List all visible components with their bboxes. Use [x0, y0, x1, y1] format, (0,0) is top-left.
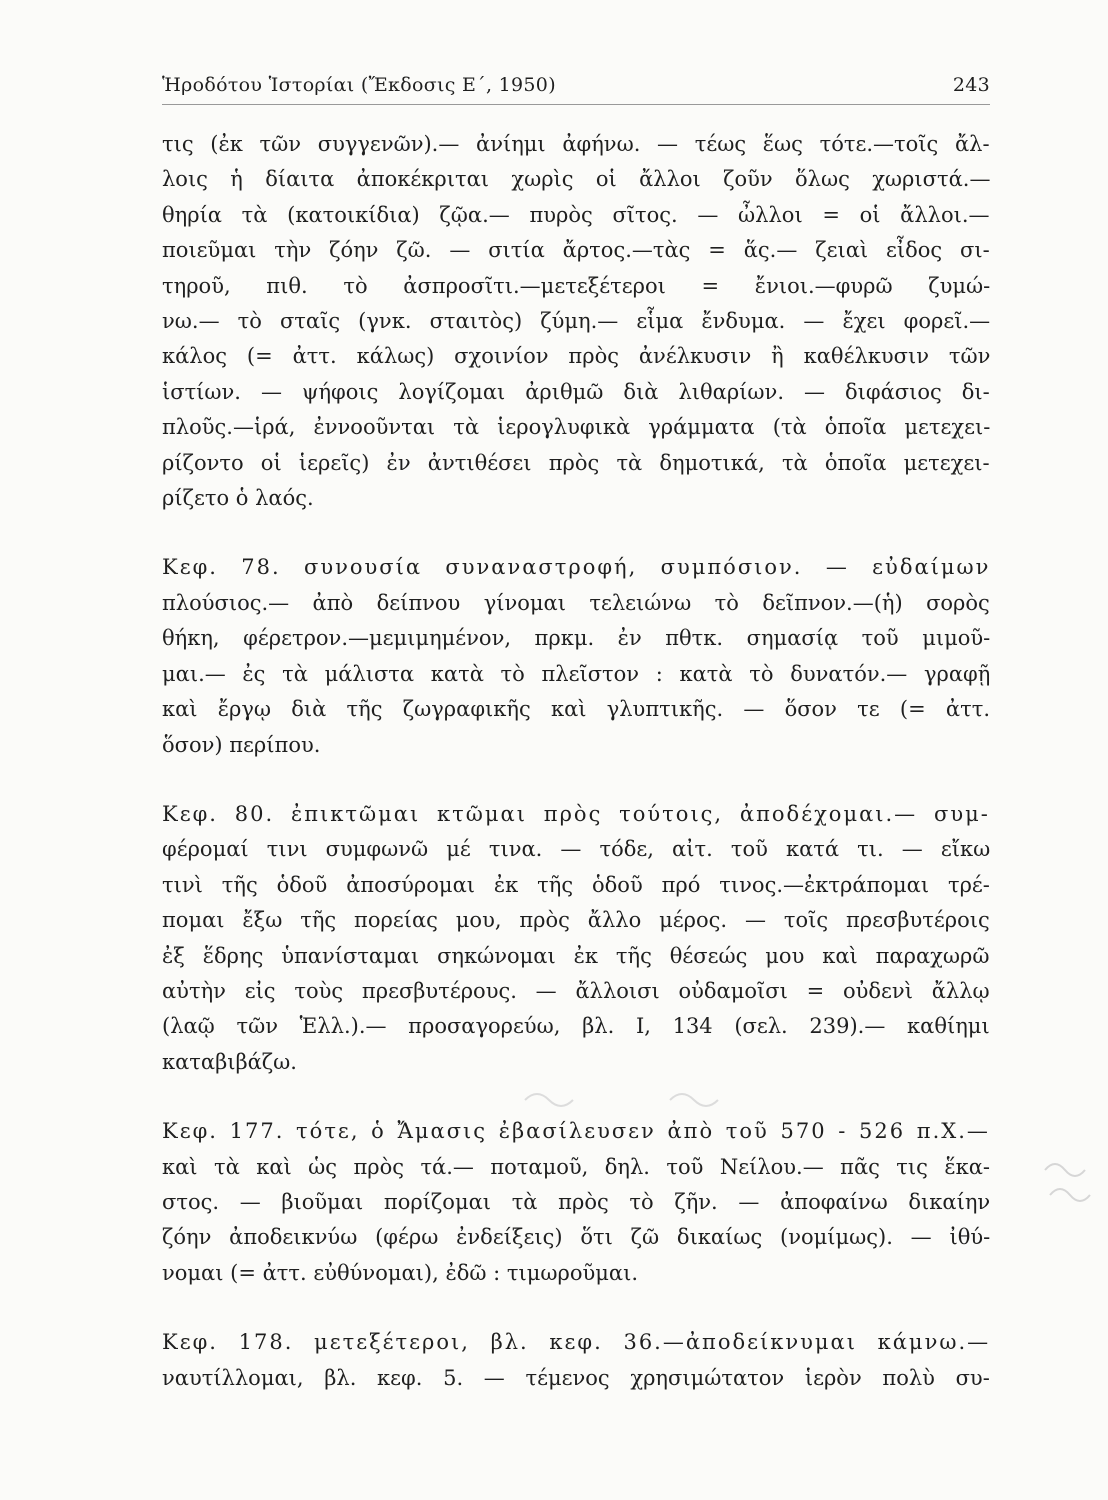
section-chapter-177 — [162, 1114, 990, 1291]
text-line: θήκη, φέρετρον.—μεμιμημένον, πρκμ. ἐν πθτκ. σημασίᾳ τοῦ μιμοῦ- — [162, 626, 990, 651]
text-line: φέρομαί τινι συμφωνῶ μέ τινα. — τόδε, αἰτ. τοῦ κατά τι. — εἴκω — [162, 837, 990, 862]
text-line: καὶ τὰ καὶ ὡς πρὸς τά.— ποταμοῦ, δηλ. τοῦ Νείλου.— πᾶς τις ἕκα- — [162, 1154, 990, 1179]
text-line: ἱστίων. — ψήφοις λογίζομαι ἀριθμῶ διὰ λιθαρίων. — διφάσιος δι- — [162, 379, 990, 404]
text-line: καὶ ἔργῳ διὰ τῆς ζωγραφικῆς καὶ γλυπτικῆς. — ὅσον τε (= ἀττ. — [162, 697, 990, 722]
text-line: ναυτίλλομαι, βλ. κεφ. 5. — τέμενος χρησιμώτατον ἱερὸν πολὺ συ- — [162, 1365, 990, 1390]
section-chapter-78 — [162, 550, 990, 762]
pencil-squiggle-icon — [520, 1085, 720, 1115]
text-line: (λαῷ τῶν Ἑλλ.).— προσαγορεύω, βλ. I, 134 (σελ. 239).— καθίημι — [162, 1014, 990, 1039]
text-line: τις (ἐκ τῶν συγγενῶν).— ἀνίημι ἀφήνω. — τέως ἕως τότε.—τοῖς ἄλ- — [162, 132, 990, 156]
text-line: ὅσον) περίπου. — [162, 732, 321, 757]
page — [162, 74, 990, 1396]
text-line: πλοῦς.—ἱρά, ἐννοοῦνται τὰ ἱερογλυφικὰ γράμματα (τὰ ὁποῖα μετεχει- — [162, 415, 990, 440]
pencil-squiggle-icon — [1040, 1150, 1100, 1220]
text-line: στος. — βιοῦμαι πορίζομαι τὰ πρὸς τὸ ζῆν. — ἀποφαίνω δικαίην — [162, 1189, 990, 1214]
header-title: Ἡροδότου Ἱστορίαι (Ἔκδοσις Ε΄, 1950) — [162, 74, 556, 96]
text-line: Κεφ. 78. συνουσία συναναστροφή, συμπόσιον. — εὐδαίμων — [162, 555, 990, 580]
text-line: ρίζετο ὁ λαός. — [162, 486, 314, 511]
text-line: λοις ἡ δίαιτα ἀποκέκριται χωρὶς οἱ ἄλλοι ζοῦν ὅλως χωριστά.— — [162, 167, 990, 192]
text-line: νω.— τὸ σταῖς (γνκ. σταιτὸς) ζύμη.— εἷμα ἔνδυμα. — ἔχει φορεῖ.— — [162, 309, 990, 334]
text-line: θηρία τὰ (κατοικίδια) ζῷα.— πυρὸς σῖτος. — ὦλλοι = οἱ ἄλλοι.— — [162, 202, 990, 227]
text-line: κάλος (= ἀττ. κάλως) σχοινίον πρὸς ἀνέλκυσιν ἢ καθέλκυσιν τῶν — [162, 344, 990, 369]
text-line: Κεφ. 177. τότε, ὁ Ἄμασις ἐβασίλευσεν ἀπὸ τοῦ 570 - 526 π.Χ.— — [162, 1119, 990, 1144]
section-intro — [162, 127, 990, 516]
text-line: τινὶ τῆς ὁδοῦ ἀποσύρομαι ἐκ τῆς ὁδοῦ πρό τινος.—ἐκτράπομαι τρέ- — [162, 872, 990, 897]
text-line: καταβιβάζω. — [162, 1049, 297, 1074]
text-line: μαι.— ἐς τὰ μάλιστα κατὰ τὸ πλεῖστον : κατὰ τὸ δυνατόν.— γραφῇ — [162, 661, 990, 686]
text-line: τηροῦ, πιθ. τὸ ἀσπροσῖτι.—μετεξέτεροι = ἔνιοι.—φυρῶ ζυμώ- — [162, 273, 990, 298]
page-number: 243 — [952, 74, 990, 96]
text-line: Κεφ. 178. μετεξέτεροι, βλ. κεφ. 36.—ἀποδείκνυμαι κάμνω.— — [162, 1330, 990, 1355]
text-line: πομαι ἔξω τῆς πορείας μου, πρὸς ἄλλο μέρος. — τοῖς πρεσβυτέροις — [162, 908, 990, 933]
text-line: ρίζοντο οἱ ἱερεῖς) ἐν ἀντιθέσει πρὸς τὰ δημοτικά, τὰ ὁποῖα μετεχει- — [162, 450, 990, 475]
text-line: Κεφ. 80. ἐπικτῶμαι κτῶμαι πρὸς τούτοις, ἀποδέχομαι.— συμ- — [162, 801, 990, 826]
text-line: πλούσιος.— ἀπὸ δείπνου γίνομαι τελειώνω τὸ δεῖπνον.—(ἡ) σορὸς — [162, 590, 990, 615]
section-chapter-80 — [162, 797, 990, 1080]
text-line: αὐτὴν εἰς τοὺς πρεσβυτέρους. — ἄλλοισι οὐδαμοῖσι = οὐδενὶ ἄλλῳ — [162, 978, 990, 1003]
running-header — [162, 74, 990, 105]
section-chapter-178 — [162, 1325, 990, 1396]
text-line: ζόην ἀποδεικνύω (φέρω ἐνδείξεις) ὅτι ζῶ δικαίως (νομίμως). — ἰθύ- — [162, 1225, 990, 1250]
text-line: ποιεῦμαι τὴν ζόην ζῶ. — σιτία ἄρτος.—τὰς = ἅς.— ζειαὶ εἶδος σι- — [162, 238, 990, 263]
text-line: ἐξ ἕδρης ὑπανίσταμαι σηκώνομαι ἐκ τῆς θέσεώς μου καὶ παραχωρῶ — [162, 943, 990, 968]
text-line: νομαι (= ἀττ. εὐθύνομαι), ἐδῶ : τιμωροῦμαι. — [162, 1260, 639, 1285]
